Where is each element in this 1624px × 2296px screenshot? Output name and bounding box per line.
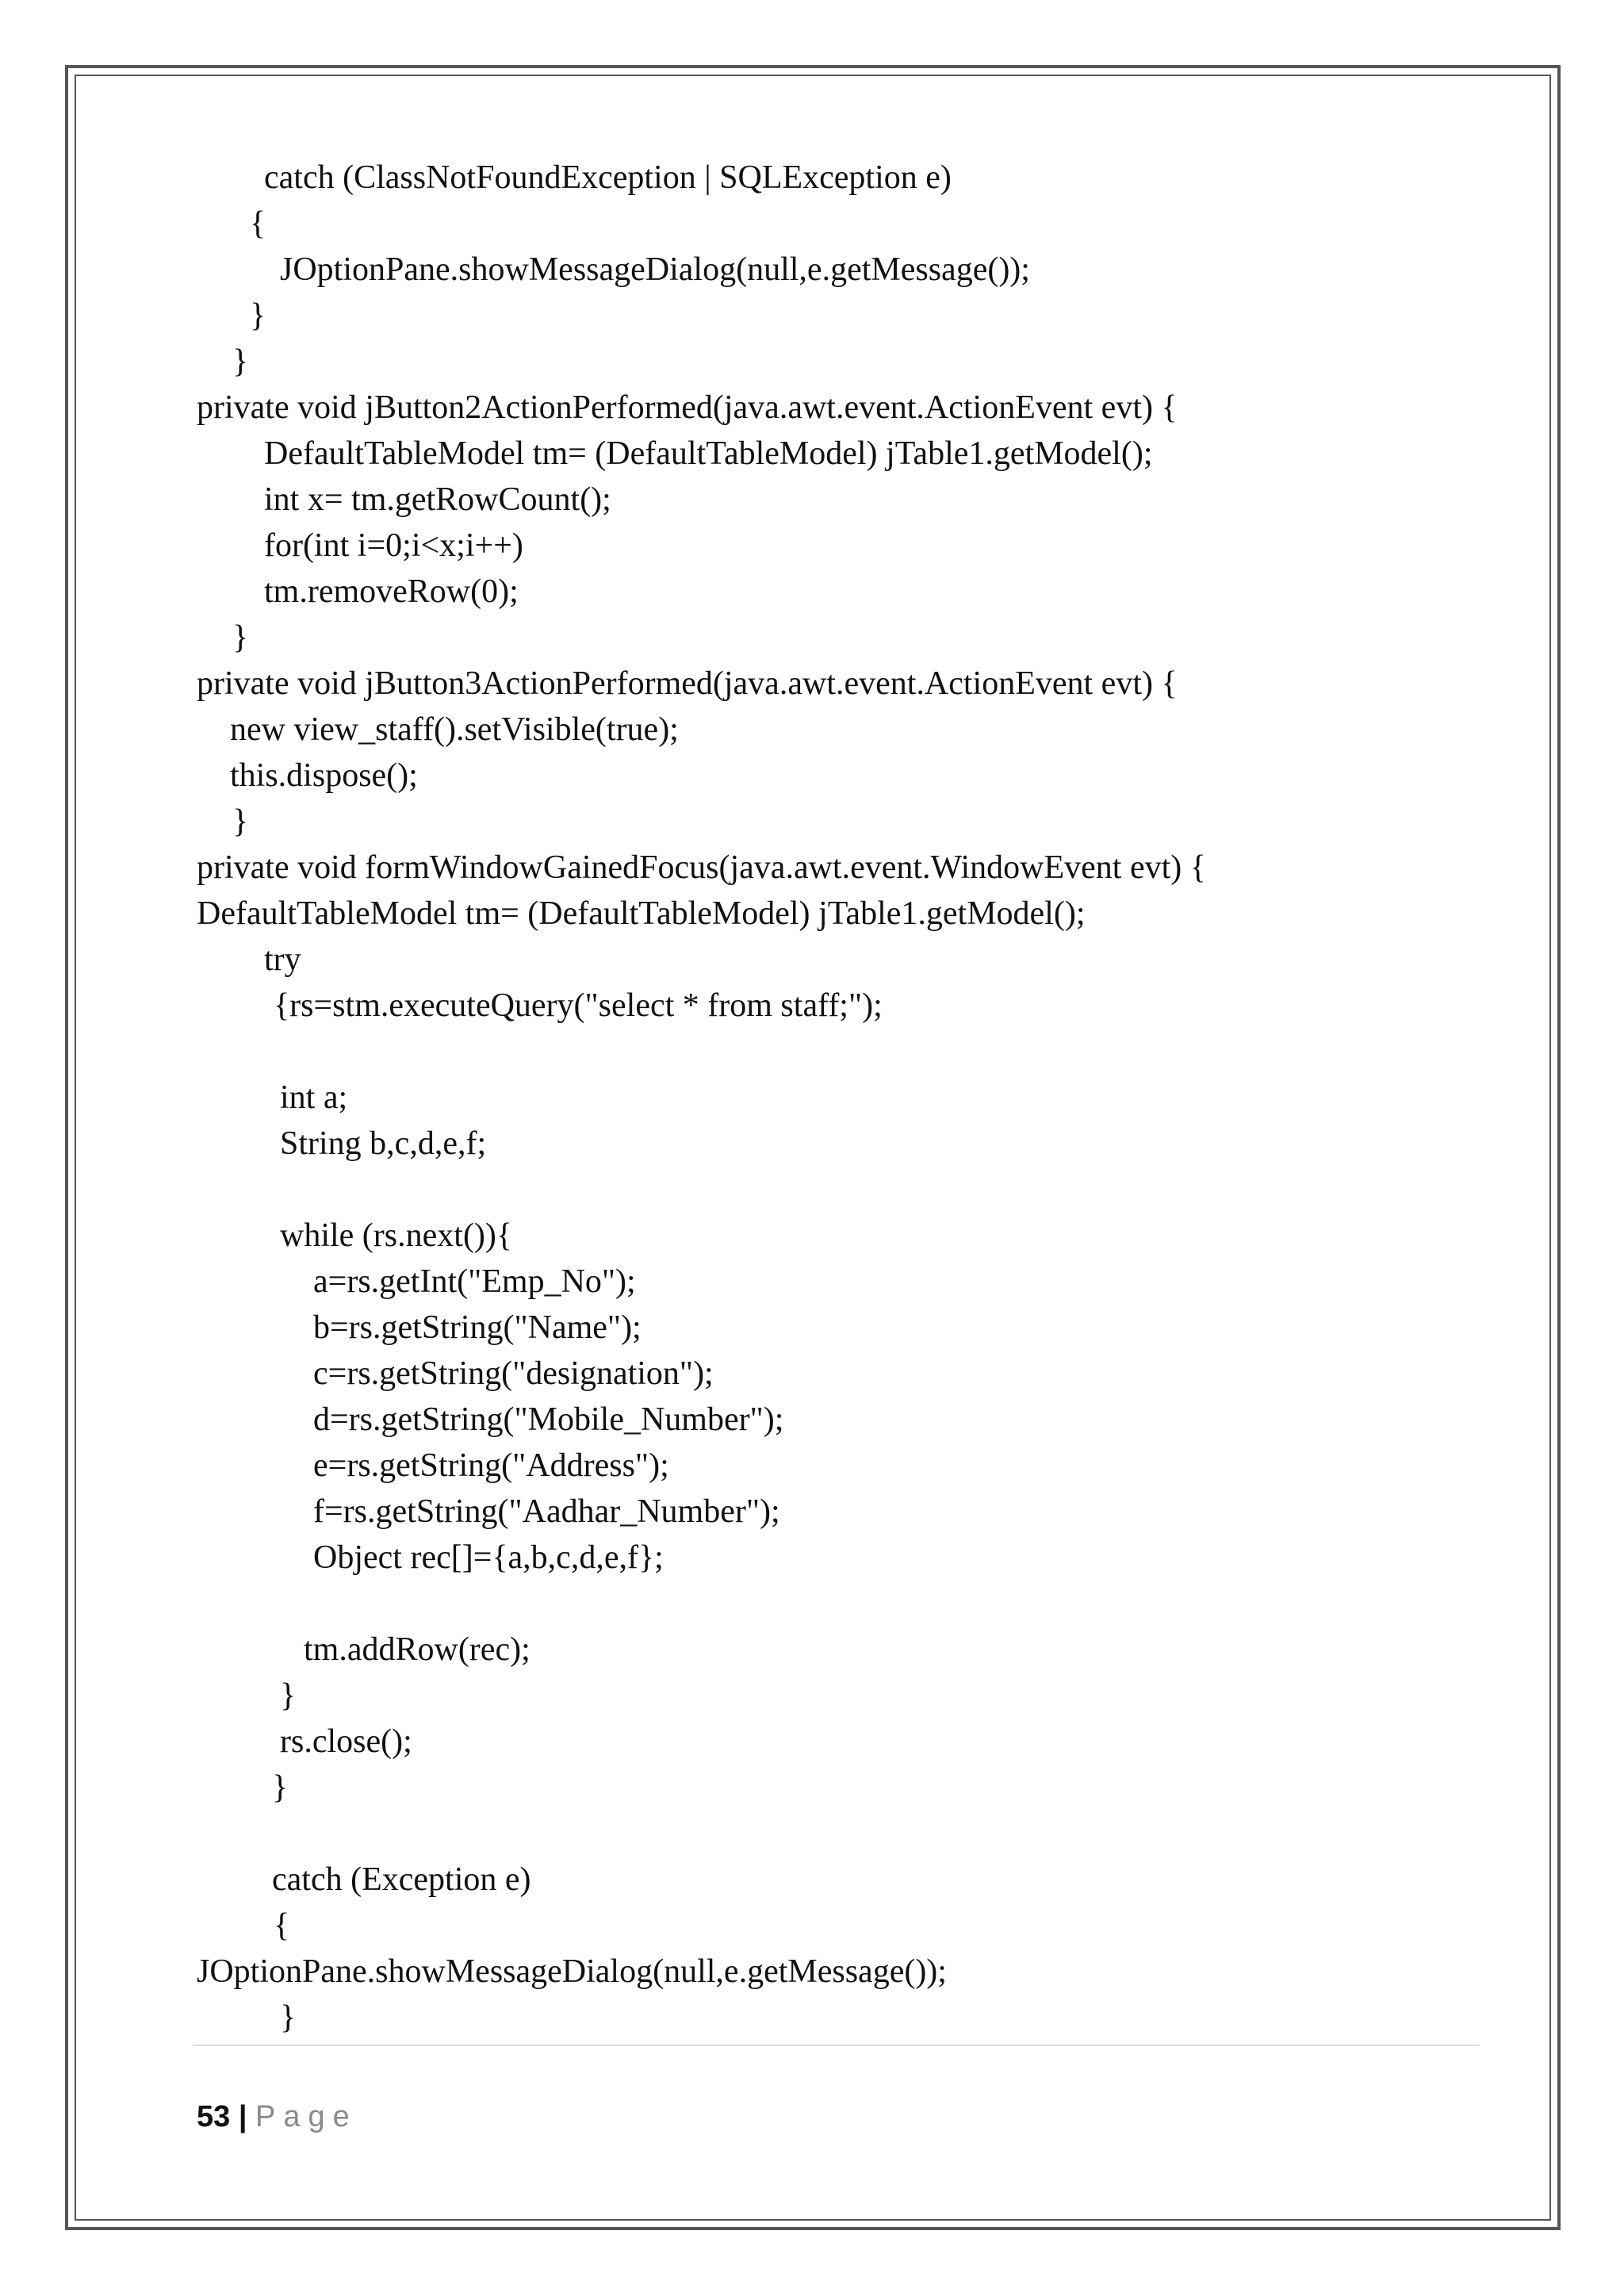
code-line: d=rs.getString("Mobile_Number"); [313, 1401, 784, 1438]
code-line: DefaultTableModel tm= (DefaultTableModel) jTable1.getModel(); [197, 895, 1086, 932]
page-label: Page [255, 2100, 358, 2133]
code-line: for(int i=0;i<x;i++) [264, 527, 523, 564]
code-line: private void formWindowGainedFocus(java.awt.event.WindowEvent evt) { [197, 849, 1206, 886]
code-line: } [280, 1999, 297, 2036]
page-footer [197, 2094, 358, 2140]
code-line: e=rs.getString("Address"); [313, 1447, 669, 1484]
code-line: JOptionPane.showMessageDialog(null,e.getMessage()); [197, 1953, 947, 1990]
code-line: c=rs.getString("designation"); [313, 1355, 714, 1392]
code-line: } [272, 1769, 289, 1806]
footer-divider [193, 2045, 1480, 2046]
code-line: f=rs.getString("Aadhar_Number"); [313, 1493, 780, 1530]
code-line: rs.close(); [280, 1723, 412, 1760]
code-line: } [232, 343, 249, 380]
page-separator: | [238, 2100, 247, 2133]
code-line: Object rec[]={a,b,c,d,e,f}; [313, 1539, 664, 1576]
code-line: private void jButton2ActionPerformed(java.awt.event.ActionEvent evt) { [197, 389, 1178, 426]
code-line: } [280, 1677, 297, 1714]
code-line: while (rs.next()){ [280, 1217, 513, 1254]
code-line: DefaultTableModel tm= (DefaultTableModel) jTable1.getModel(); [264, 435, 1153, 472]
code-line: } [232, 803, 249, 840]
code-line: } [250, 297, 266, 334]
code-line: String b,c,d,e,f; [280, 1125, 487, 1162]
code-line: b=rs.getString("Name"); [313, 1309, 642, 1346]
code-line: } [232, 619, 249, 656]
code-line: tm.addRow(rec); [304, 1631, 530, 1668]
code-line: { [250, 205, 266, 242]
code-line: try [264, 941, 301, 978]
code-line: a=rs.getInt("Emp_No"); [313, 1263, 636, 1300]
code-line: private void jButton3ActionPerformed(java.awt.event.ActionEvent evt) { [197, 665, 1178, 702]
code-line: catch (ClassNotFoundException | SQLException e) [264, 159, 952, 196]
code-line: tm.removeRow(0); [264, 573, 519, 610]
code-line: JOptionPane.showMessageDialog(null,e.getMessage()); [280, 251, 1030, 288]
code-line: int x= tm.getRowCount(); [264, 481, 611, 518]
code-line: { [274, 1907, 290, 1944]
code-line: catch (Exception e) [272, 1861, 531, 1898]
code-line: int a; [280, 1079, 348, 1116]
page-number: 53 [197, 2100, 231, 2133]
code-line: this.dispose(); [230, 757, 418, 794]
code-line: new view_staff().setVisible(true); [230, 711, 679, 748]
code-line: {rs=stm.executeQuery("select * from staff;"); [274, 987, 883, 1024]
